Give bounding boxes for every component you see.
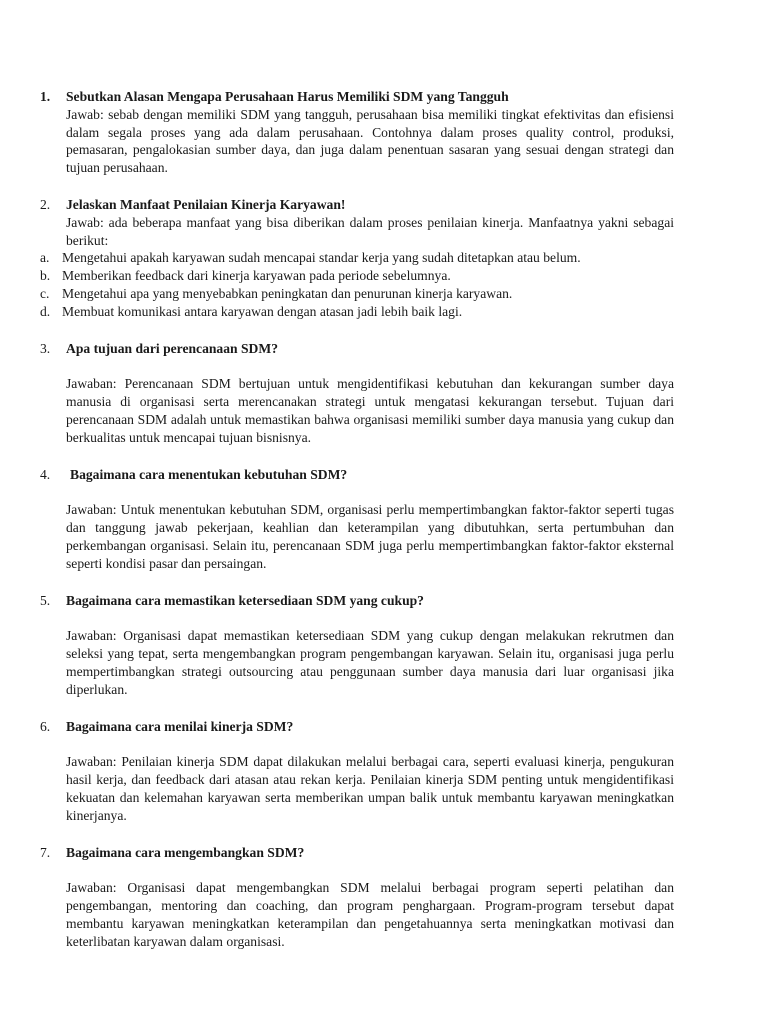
qa-item-1 [40, 88, 674, 177]
answer-paragraph: Jawaban: Untuk menentukan kebutuhan SDM, organisasi perlu mempertimbangkan faktor-faktor seperti tugas dan tanggung jawab pekerjaan, keahlian dan keterampilan yang dibutuhkan, serta pertumbuhan dan perkembangan organisasi. Selain itu, perencanaan SDM juga perlu mempertimbangkan faktor-faktor eksternal seperti kondisi pasar dan persaingan. [66, 502, 674, 571]
list-item [40, 285, 674, 303]
benefit-list [40, 249, 674, 320]
qa-item-6 [40, 718, 674, 825]
question-heading: Sebutkan Alasan Mengapa Perusahaan Harus Memiliki SDM yang Tangguh [66, 89, 509, 104]
list-item-text: Mengetahui apakah karyawan sudah mencapai standar kerja yang sudah ditetapkan atau belum. [62, 250, 581, 266]
question-heading: Jelaskan Manfaat Penilaian Kinerja Karyawan! [66, 196, 346, 212]
qa-item-3 [40, 340, 674, 447]
qa-item-7 [40, 844, 674, 951]
question-heading: Bagaimana cara mengembangkan SDM? [66, 844, 305, 860]
item-number: 4. [40, 466, 51, 482]
item-number: 2. [40, 196, 51, 212]
list-item [40, 267, 674, 285]
answer-paragraph: Jawaban: Organisasi dapat memastikan ketersediaan SDM yang cukup dengan melakukan rekrutmen dan seleksi yang tepat, serta mengembangkan program pengembangan karyawan. Selain itu, organisasi juga perlu mempertimbangkan strategi outsourcing atau penggunaan sumber daya manusia dari luar organisasi jika diperlukan. [66, 628, 674, 697]
qa-item-4 [40, 466, 674, 573]
answer-paragraph: Jawab: sebab dengan memiliki SDM yang tangguh, perusahaan bisa memiliki tingkat efektivitas dan efisiensi dalam segala proses yang ada dalam perusahaan. Contohnya dalam proses quality control, produksi, pemasaran, pengalokasian sumber daya, dan juga dalam penentuan sasaran yang sesuai dengan strategi dan tujuan perusahaan. [66, 106, 674, 176]
qa-item-5 [40, 592, 674, 699]
item-number: 5. [40, 592, 51, 608]
question-heading: Apa tujuan dari perencanaan SDM? [66, 340, 278, 356]
item-number: 1. [40, 89, 51, 104]
list-item-text: Mengetahui apa yang menyebabkan peningkatan dan penurunan kinerja karyawan. [62, 285, 513, 301]
answer-paragraph: Jawaban: Penilaian kinerja SDM dapat dilakukan melalui berbagai cara, seperti evaluasi kinerja, pengukuran hasil kerja, dan feedback dari atasan atau rekan kerja. Penilaian kinerja SDM penting untuk mengidentifikasi kekuatan dan kelemahan karyawan serta memberikan umpan balik untuk membantu karyawan meningkatkan kinerjanya. [66, 754, 674, 823]
item-number: 6. [40, 718, 51, 734]
item-number: 7. [40, 844, 51, 860]
list-letter: d. [40, 303, 51, 319]
answer-paragraph: Jawaban: Perencanaan SDM bertujuan untuk mengidentifikasi kebutuhan dan kekurangan sumber daya manusia di organisasi serta merencanakan strategi untuk mengatasi kekurangan tersebut. Tujuan dari perencanaan SDM adalah untuk memastikan bahwa organisasi memiliki sumber daya manusia yang cukup dan berkualitas untuk mencapai tujuan bisnisnya. [66, 376, 674, 445]
list-item [40, 303, 674, 321]
list-item [40, 249, 674, 267]
answer-paragraph: Jawaban: Organisasi dapat mengembangkan SDM melalui berbagai program seperti pelatihan dan pengembangan, mentoring dan coaching, dan program penghargaan. Program-program tersebut dapat membantu karyawan meningkatkan keterampilan dan pengetahuannya serta meningkatkan motivasi dan keterlibatan karyawan dalam organisasi. [66, 880, 674, 949]
list-letter: a. [40, 250, 50, 266]
question-heading: Bagaimana cara menentukan kebutuhan SDM? [70, 466, 348, 482]
list-letter: b. [40, 268, 51, 284]
question-heading: Bagaimana cara menilai kinerja SDM? [66, 718, 294, 734]
item-number: 3. [40, 340, 51, 356]
question-heading: Bagaimana cara memastikan ketersediaan SDM yang cukup? [66, 592, 424, 608]
list-item-text: Membuat komunikasi antara karyawan dengan atasan jadi lebih baik lagi. [62, 303, 463, 319]
answer-paragraph: Jawab: ada beberapa manfaat yang bisa diberikan dalam proses penilaian kinerja. Manfaatnya yakni sebagai berikut: [66, 214, 674, 248]
document-body [40, 88, 674, 950]
qa-item-2 [40, 196, 674, 321]
list-letter: c. [40, 285, 50, 301]
list-item-text: Memberikan feedback dari kinerja karyawan pada periode sebelumnya. [62, 268, 451, 284]
